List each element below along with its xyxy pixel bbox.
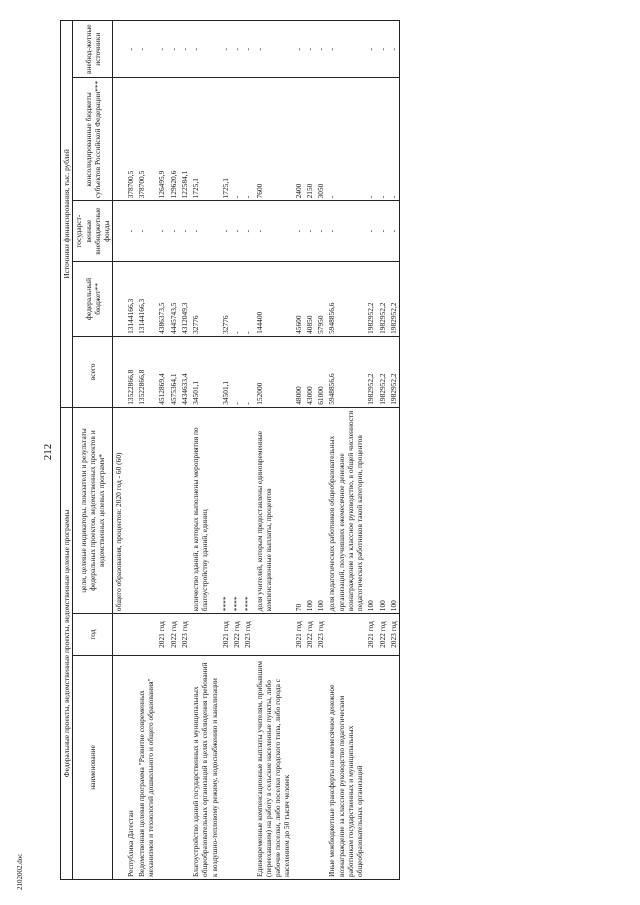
cell-federal: 1982952,2	[388, 261, 400, 336]
cell-extra: -	[293, 21, 304, 78]
cell-year: 2022 год	[231, 614, 242, 656]
cell-extra: -	[304, 21, 315, 78]
cell-total: -	[242, 336, 253, 407]
cell-total: 152000	[254, 336, 293, 407]
cell-total: 1982952,2	[377, 336, 388, 407]
cell-year: 2022 год	[304, 614, 315, 656]
table-row	[326, 21, 365, 880]
header-sources: Источники финансирования, тыс. рублей	[61, 21, 73, 408]
cell-regional: -	[365, 78, 376, 201]
cell-extra: -	[168, 21, 179, 78]
cell-regional: -	[231, 78, 242, 201]
cell-year: 2023 год	[315, 614, 326, 656]
cell-goal: количество зданий, в которых выполнены мероприятия по благоустройству зданий, единиц	[190, 407, 220, 613]
table-row	[315, 21, 326, 880]
cell-year: 2023 год	[179, 614, 190, 656]
header-funds: государст-венные внебюджетные фонды	[73, 201, 113, 261]
cell-name	[231, 655, 242, 879]
table-row	[293, 21, 304, 880]
cell-total: 13522866,8	[125, 336, 136, 407]
cell-total: 48000	[293, 336, 304, 407]
cell-funds: -	[156, 201, 167, 261]
cell-total: -	[231, 336, 242, 407]
cell-name	[179, 655, 190, 879]
cell-total: 4512869,4	[156, 336, 167, 407]
cell-extra: -	[136, 21, 157, 78]
cell-extra: -	[190, 21, 220, 78]
cell-federal: 45600	[293, 261, 304, 336]
footer-filename: 2102002.doc	[16, 853, 24, 890]
cell-name	[168, 655, 179, 879]
cell-total: 4434633,4	[179, 336, 190, 407]
cell-funds: -	[231, 201, 242, 261]
cell-goal: 100	[388, 407, 400, 613]
cell-year	[113, 614, 125, 656]
cell-regional: 378700,5	[136, 78, 157, 201]
table-row	[365, 21, 376, 880]
table-row	[190, 21, 220, 880]
cell-name: Иные межбюджетные трансферты на ежемесячное денежное вознаграждение за классное руководство педагогическим работникам государственных и муниципальных общеобразовательных организаций	[326, 655, 365, 879]
cell-federal: 4386373,5	[156, 261, 167, 336]
cell-name	[388, 655, 400, 879]
cell-total: 1982952,2	[365, 336, 376, 407]
cell-goal: доля учителей, которым предоставлены единовременные компенсационные выплаты, процентов	[254, 407, 293, 613]
table-row	[377, 21, 388, 880]
cell-federal: 1982952,2	[377, 261, 388, 336]
cell-total: 1982952,2	[388, 336, 400, 407]
cell-extra: -	[365, 21, 376, 78]
cell-federal: 13144166,3	[136, 261, 157, 336]
cell-total: 43000	[304, 336, 315, 407]
cell-year: 2023 год	[388, 614, 400, 656]
table-row	[156, 21, 167, 880]
header-extra: внебюд-жетные источники	[73, 21, 113, 78]
cell-funds: -	[254, 201, 293, 261]
cell-year	[125, 614, 136, 656]
cell-goal: 100	[304, 407, 315, 613]
cell-extra: -	[179, 21, 190, 78]
cell-federal: 1982952,2	[365, 261, 376, 336]
cell-name: Республика Дагестан	[125, 655, 136, 879]
cell-name: Ведомственная целевая программа "Развитие современных механизмов и технологий дошкольного и общего образования"	[136, 655, 157, 879]
cell-funds: -	[365, 201, 376, 261]
header-name: наименование	[73, 655, 113, 879]
cell-federal: 4445743,5	[168, 261, 179, 336]
cell-goal: 100	[377, 407, 388, 613]
cell-regional: 3050	[315, 78, 326, 201]
cell-total: 34501,1	[220, 336, 231, 407]
cell-goal: ****	[242, 407, 253, 613]
cell-year	[190, 614, 220, 656]
cell-regional: -	[242, 78, 253, 201]
cell-goal: ****	[220, 407, 231, 613]
cell-name: Благоустройство зданий государственных и муниципальных общеобразовательных организаций в целях соблюдения требований к воздушно-тепловому режиму, водоснабжению и канализации	[190, 655, 220, 879]
cell-total	[113, 336, 125, 407]
cell-goal: доля педагогических работников общеобразовательных организаций, получивших ежемесячное денежное вознаграждение за классное руководство, в общей численности педагогических работников такой категории, процентов	[326, 407, 365, 613]
cell-federal: 57950	[315, 261, 326, 336]
cell-federal: 13144166,3	[125, 261, 136, 336]
table-row	[220, 21, 231, 880]
table-row	[242, 21, 253, 880]
table-row	[113, 21, 125, 880]
cell-year: 2021 год	[220, 614, 231, 656]
cell-regional: 378700,5	[125, 78, 136, 201]
cell-funds: -	[326, 201, 365, 261]
cell-funds: -	[242, 201, 253, 261]
cell-total: 34501,1	[190, 336, 220, 407]
cell-year: 2021 год	[156, 614, 167, 656]
cell-regional: 2150	[304, 78, 315, 201]
cell-extra: -	[254, 21, 293, 78]
cell-federal: 32776	[220, 261, 231, 336]
header-federal: федеральный бюджет**	[73, 261, 113, 336]
header-goals: цели, целевые индикаторы, показатели и результаты федеральных проектов, ведомственных проектов и ведомственных целевых программ*	[73, 407, 113, 613]
cell-funds: -	[293, 201, 304, 261]
cell-regional: 1725,1	[190, 78, 220, 201]
cell-funds: -	[315, 201, 326, 261]
cell-federal: -	[231, 261, 242, 336]
cell-regional: -	[377, 78, 388, 201]
cell-year	[326, 614, 365, 656]
cell-funds	[113, 201, 125, 261]
cell-year: 2022 год	[377, 614, 388, 656]
cell-name	[377, 655, 388, 879]
cell-regional: 7600	[254, 78, 293, 201]
cell-year: 2022 год	[168, 614, 179, 656]
cell-goal: ****	[231, 407, 242, 613]
cell-extra: -	[388, 21, 400, 78]
table-row	[388, 21, 400, 880]
cell-name	[220, 655, 231, 879]
header-year: год	[73, 614, 113, 656]
cell-extra: -	[156, 21, 167, 78]
cell-extra: -	[125, 21, 136, 78]
cell-extra: -	[326, 21, 365, 78]
cell-regional: 1725,1	[220, 78, 231, 201]
page-number: 212	[42, 443, 54, 461]
cell-year: 2023 год	[242, 614, 253, 656]
cell-regional: 122584,1	[179, 78, 190, 201]
cell-federal: 32776	[190, 261, 220, 336]
cell-name	[242, 655, 253, 879]
cell-extra: -	[315, 21, 326, 78]
cell-name	[156, 655, 167, 879]
cell-name: Единовременные компенсационные выплаты учителям, прибывшим (переехавшим) на работу в сельские населенные пункты, либо рабочие поселки, либо поселки городского типа, либо города с населением до 50 тысяч человек	[254, 655, 293, 879]
financing-table	[60, 20, 400, 880]
cell-total: 5948856,6	[326, 336, 365, 407]
cell-regional: -	[326, 78, 365, 201]
cell-extra	[113, 21, 125, 78]
cell-funds: -	[136, 201, 157, 261]
cell-goal	[168, 407, 179, 613]
cell-federal: 4312049,3	[179, 261, 190, 336]
cell-goal	[179, 407, 190, 613]
table-row	[231, 21, 242, 880]
cell-funds: -	[168, 201, 179, 261]
table-row	[304, 21, 315, 880]
cell-funds: -	[125, 201, 136, 261]
cell-federal: 40850	[304, 261, 315, 336]
cell-year: 2021 год	[293, 614, 304, 656]
cell-year: 2021 год	[365, 614, 376, 656]
cell-extra: -	[377, 21, 388, 78]
header-regional: консолидированные бюджеты субъектов Российской Федерации***	[73, 78, 113, 201]
cell-name	[113, 655, 125, 879]
cell-federal: -	[242, 261, 253, 336]
cell-regional: -	[388, 78, 400, 201]
cell-federal	[113, 261, 125, 336]
header-total: всего	[73, 336, 113, 407]
cell-goal	[136, 407, 157, 613]
cell-goal: 70	[293, 407, 304, 613]
cell-funds: -	[388, 201, 400, 261]
table-row	[125, 21, 136, 880]
cell-regional: 129620,6	[168, 78, 179, 201]
cell-federal: 5948856,6	[326, 261, 365, 336]
cell-year	[136, 614, 157, 656]
cell-funds: -	[179, 201, 190, 261]
cell-funds: -	[190, 201, 220, 261]
cell-extra: -	[220, 21, 231, 78]
cell-goal	[125, 407, 136, 613]
cell-goal: 100	[315, 407, 326, 613]
cell-goal	[156, 407, 167, 613]
rotated-page	[60, 20, 584, 880]
cell-name	[304, 655, 315, 879]
cell-extra: -	[231, 21, 242, 78]
cell-goal: общего образования, процентов: 2020 год - 60 (60)	[113, 407, 125, 613]
cell-total: 61000	[315, 336, 326, 407]
cell-name	[315, 655, 326, 879]
cell-total: 4575364,1	[168, 336, 179, 407]
cell-funds: -	[220, 201, 231, 261]
cell-federal: 144400	[254, 261, 293, 336]
cell-regional: 2400	[293, 78, 304, 201]
cell-goal: 100	[365, 407, 376, 613]
table-row	[136, 21, 157, 880]
cell-funds: -	[304, 201, 315, 261]
header-programs: Федеральные проекты, ведомственные проекты, ведомственные целевые программы	[61, 407, 73, 879]
table-body	[113, 21, 400, 880]
cell-name	[365, 655, 376, 879]
cell-name	[293, 655, 304, 879]
cell-extra: -	[242, 21, 253, 78]
cell-funds: -	[377, 201, 388, 261]
cell-regional	[113, 78, 125, 201]
cell-year	[254, 614, 293, 656]
cell-total: 13522866,8	[136, 336, 157, 407]
table-row	[168, 21, 179, 880]
table-row	[254, 21, 293, 880]
table-row	[179, 21, 190, 880]
cell-regional: 126495,9	[156, 78, 167, 201]
